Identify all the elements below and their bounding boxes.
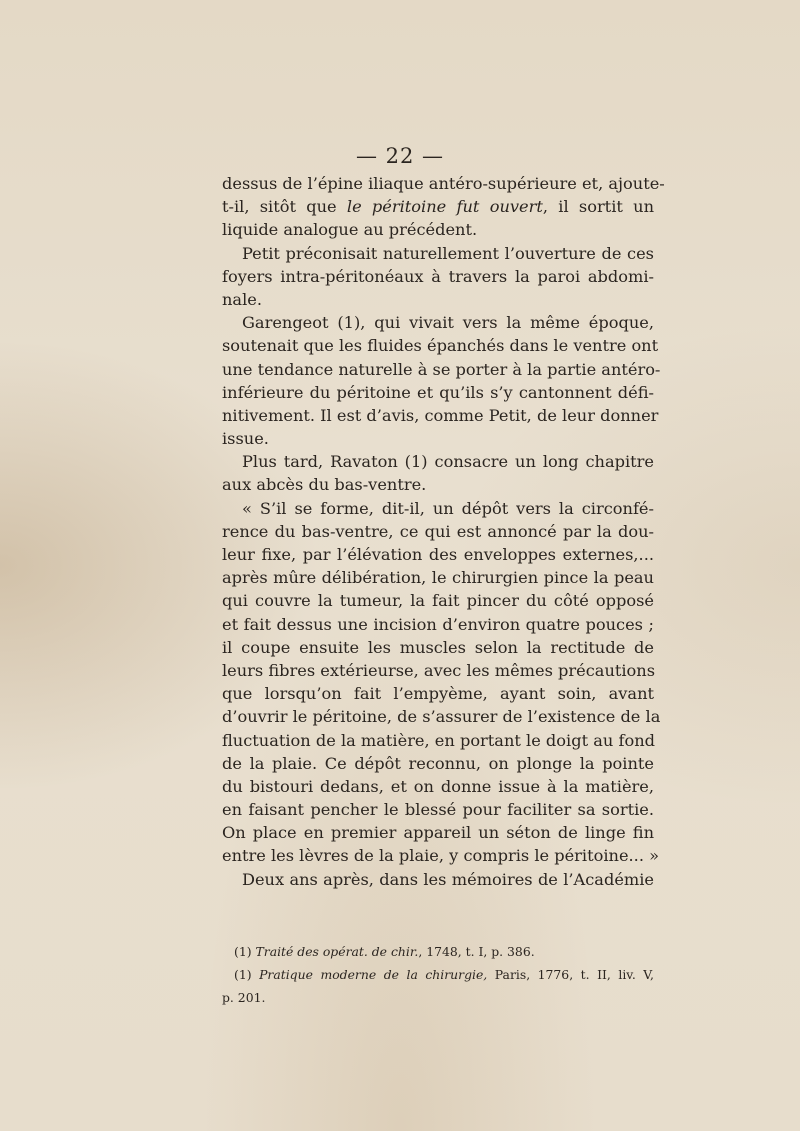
text-line: liquide analogue au précédent.: [222, 220, 478, 240]
text-line: il coupe ensuite les muscles selon la rectitude de: [222, 637, 654, 657]
italic-span: Pratique moderne de la chirurgie,: [259, 967, 488, 982]
text-span: , 1748, t. I, p. 386.: [418, 944, 535, 959]
footnote-line: [222, 963, 654, 986]
text-line: qui couvre la tumeur, la fait pincer du côté opposé: [222, 591, 654, 611]
body-text: [222, 172, 665, 891]
text-line: une tendance naturelle à se porter à la partie antéro-: [222, 359, 661, 379]
text-line: nitivement. Il est d’avis, comme Petit, de leur donner: [222, 405, 659, 425]
text-span: (1): [234, 967, 260, 982]
footnote-line: [222, 986, 654, 1009]
text-line: soutenait que les fluides épanchés dans le ventre ont: [222, 336, 659, 356]
text-line: fluctuation de la matière, en portant le doigt au fond: [222, 730, 655, 750]
text-line: du bistouri dedans, et on donne issue à la matière,: [222, 776, 654, 796]
text-line: de la plaie. Ce dépôt reconnu, on plonge la pointe: [222, 753, 654, 773]
text-line: et fait dessus une incision d’environ quatre pouces ;: [222, 614, 654, 634]
italic-span: Traité des opérat. de chir.: [255, 944, 419, 959]
text-line: Petit préconisait naturellement l’ouverture de ces: [242, 243, 654, 263]
text-line: rence du bas-ventre, ce qui est annoncé par la dou-: [222, 521, 654, 541]
text-line: « S’il se forme, dit-il, un dépôt vers la circonfé-: [242, 498, 654, 518]
text-span: , il sortit un: [542, 197, 654, 217]
text-line: Plus tard, Ravaton (1) consacre un long chapitre: [242, 452, 654, 472]
text-line: d’ouvrir le péritoine, de s’assurer de l’existence de la: [222, 707, 661, 727]
text-line: entre les lèvres de la plaie, y compris le péritoine... »: [222, 846, 660, 866]
text-line: leurs fibres extérieurse, avec les mêmes précautions: [222, 660, 656, 680]
text-line: aux abcès du bas-ventre.: [222, 475, 427, 495]
text-line: en faisant pencher le blessé pour faciliter sa sortie.: [222, 800, 654, 820]
page-number: — 22 —: [355, 144, 445, 168]
text-span: p. 201.: [222, 990, 266, 1005]
text-line: On place en premier appareil un séton de linge fin: [222, 823, 654, 843]
text-line: dessus de l’épine iliaque antéro-supérieure et, ajoute-: [222, 174, 665, 193]
text-line: Garengeot (1), qui vivait vers la même époque,: [242, 313, 654, 333]
text-line: issue.: [222, 429, 269, 449]
text-span: Paris, 1776, t. II, liv. V,: [487, 967, 654, 982]
italic-span: le péritoine fut ouvert: [346, 197, 543, 217]
text-line: [222, 195, 654, 218]
text-line: foyers intra-péritonéaux à travers la paroi abdomi-: [222, 266, 654, 286]
text-span: t-il, sitôt que: [222, 197, 347, 217]
text-line: après mûre délibération, le chirurgien pince la peau: [222, 568, 654, 588]
text-line: Deux ans après, dans les mémoires de l’Académie: [242, 869, 654, 889]
footnote-line: [222, 940, 654, 963]
text-line: nale.: [222, 289, 262, 309]
text-span: (1): [234, 944, 256, 959]
footnotes: [222, 940, 654, 1009]
text-line: inférieure du péritoine et qu’ils s’y cantonnent défi-: [222, 382, 654, 402]
text-line: que lorsqu’on fait l’empyème, ayant soin, avant: [222, 684, 654, 704]
text-line: leur fixe, par l’élévation des enveloppes externes,...: [222, 545, 654, 564]
